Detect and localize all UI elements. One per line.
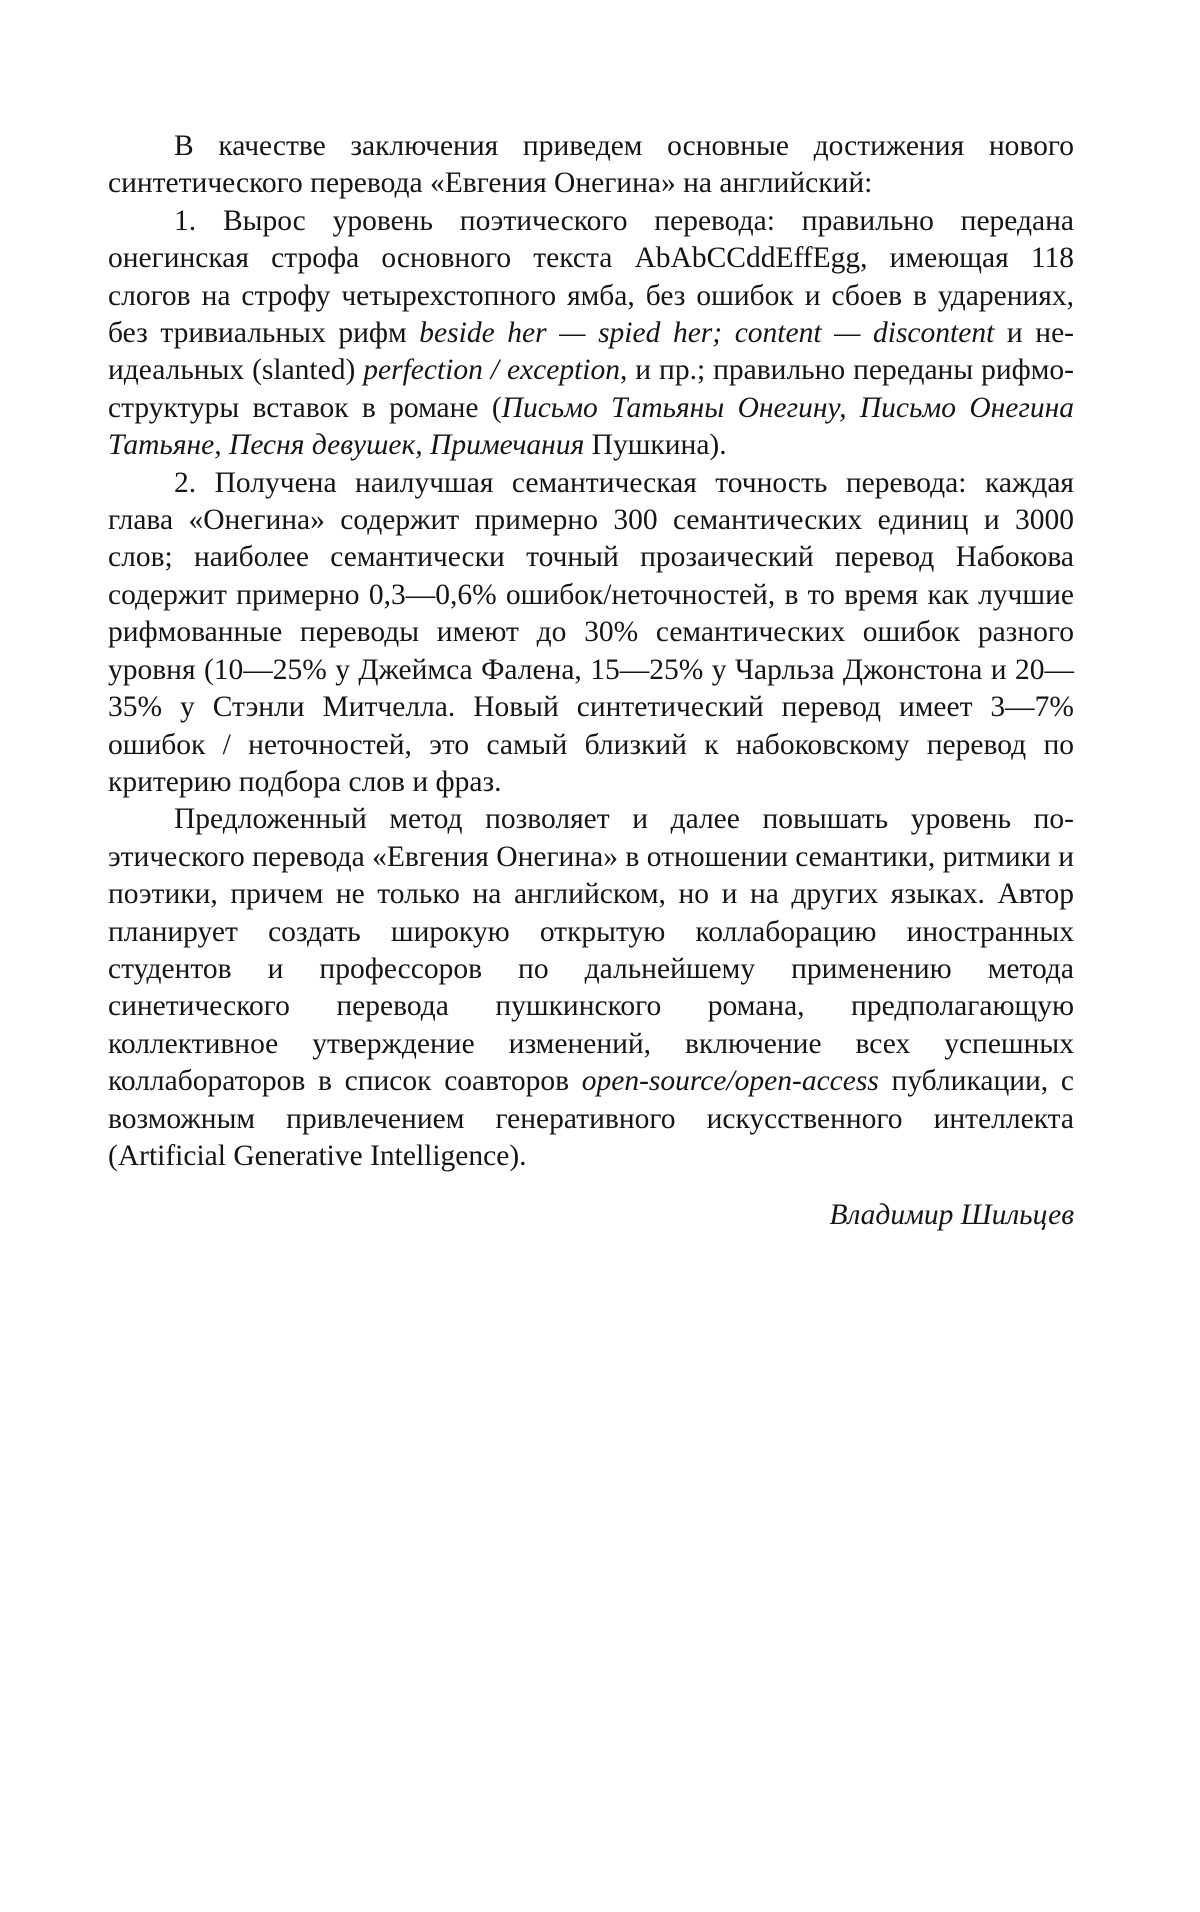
achievement-1-text-d: Пушкина).	[584, 429, 727, 462]
achievement-1-paragraph	[108, 203, 1074, 465]
achievement-1-text-b: и не-идеальных (slanted)	[108, 317, 1075, 387]
intro-paragraph: В качестве заключения приведем основные достижения нового синтетического перевода «Евгения Онегина» на английский:	[108, 130, 1074, 200]
conclusion-text-b: публикации, с возможным привлечением генеративного искусственного интеллекта (Artificial Generative Intelligence).	[108, 1065, 1074, 1172]
achievement-2-paragraph: 2. Получена наилучшая семантическая точность перевода: каждая глава «Онегина» содержит примерно 300 семантических единиц и 3000 слов; наиболее семантически точный прозаический перевод Набокова содержит примерно 0,3—0,6% ошибок/неточностей, в то время как лучшие рифмованные переводы имеют до 30% семантических ошибок разного уровня (10—25% у Джеймса Фалена, 15—25% у Чарльза Джонстона и 20—35% у Стэнли Митчелла. Новый синтетический перевод имеет 3—7% ошибок / неточностей, это самый близкий к набоковскому перевод по критерию подбора слов и фраз.	[108, 466, 1074, 798]
achievement-1-italic-insertions: Письмо Татьяны Онегину, Письмо Онегина Татьяне, Песня девушек, Примечания	[108, 391, 1074, 462]
achievement-1-text-a: 1. Вырос уровень поэтического перевода: правильно передана онегинская строфа основного текста AbAbCCddEffEgg, имеющая 118 слогов на строфу четырехстопного ямба, без ошибок и сбоев в ударениях, без тривиальных рифм	[108, 204, 1074, 350]
achievement-1-text-c: , и пр.; правильно переданы рифмо-структуры вставок в романе (	[108, 354, 1074, 424]
author-signature: Владимир Шильцев	[829, 1199, 1074, 1232]
achievement-1-italic-slanted: perfection / exception	[363, 354, 620, 387]
achievement-1-italic-rhymes: beside her — spied her; content — discontent	[419, 317, 995, 350]
conclusion-italic-open-source: open-source/open-access	[581, 1065, 879, 1098]
conclusion-text-a: Предложенный метод позволяет и далее повышать уровень поэтического перевода «Евгения Онегина» в отношении семантики, ритмики и поэтики, причем не только на английском, но и на других языках. Автор планирует создать широкую открытую коллаборацию иностранных студентов и профессоров по дальнейшему применению метода синетического перевода пушкинского романа, предполагающую коллективное утверждение изменений, включение всех успешных коллабораторов в список соавторов	[108, 803, 1074, 1098]
document-page	[108, 128, 1074, 1235]
conclusion-paragraph	[108, 801, 1074, 1175]
